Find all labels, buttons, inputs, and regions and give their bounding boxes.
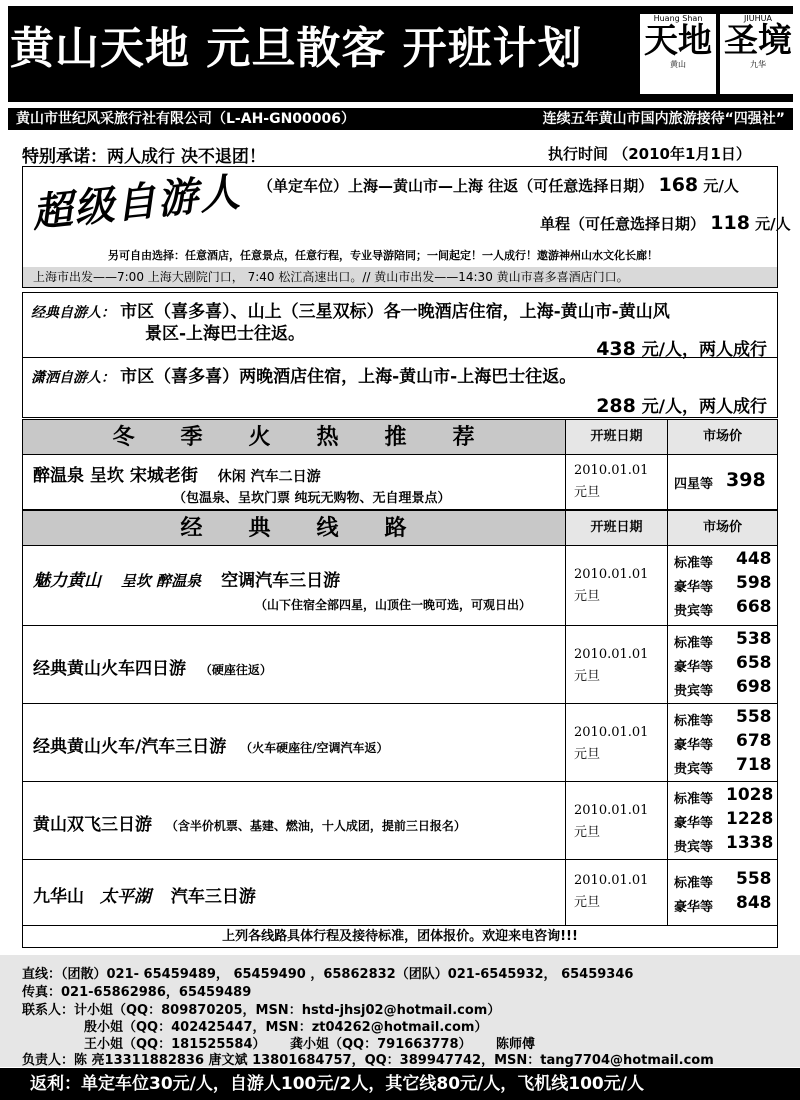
tier-price: 698 [736, 677, 772, 697]
date2: 元旦 [574, 589, 601, 604]
tier-price: 658 [736, 653, 772, 673]
tier-name: 贵宾等 [674, 840, 714, 855]
date: 2010.01.01 [574, 803, 649, 818]
tier-name: 贵宾等 [674, 604, 714, 619]
date-cell [565, 546, 667, 625]
contact-line-3b: 龚小姐（QQ：791663778） [290, 1037, 472, 1052]
tier [674, 833, 774, 855]
route-row [22, 860, 778, 926]
logo2-small2: 九华 [750, 60, 766, 69]
route-note: （硬座往返） [199, 663, 272, 677]
winter-tier-name: 四星等 [674, 477, 714, 492]
classic-free-line1 [31, 297, 670, 322]
tiandi-logo [640, 14, 716, 94]
classic-title: 经典线路 [180, 515, 453, 541]
route-title [33, 882, 256, 907]
tier [674, 755, 772, 777]
tier [674, 677, 772, 699]
leisure-free-name: 潇洒自游人： [31, 370, 115, 386]
agency-honor: 连续五年黄山市国内旅游接待“四强社” [542, 111, 785, 127]
tier-price: 1028 [726, 785, 774, 805]
contacts-block [0, 955, 800, 1067]
fax-line: 传真：021-65862986，65459489 [22, 985, 252, 1000]
logo2-big: 圣境 [724, 21, 792, 61]
contact-line-2: 殷小姐（QQ：402425447，MSN：zt04262@hotmail.com） [84, 1020, 488, 1035]
tier-price: 558 [736, 707, 772, 727]
price-cell [667, 546, 777, 625]
tier-name: 标准等 [674, 556, 714, 571]
tier-price: 598 [736, 573, 772, 593]
route-a: 九华山 [33, 887, 84, 907]
tier-name: 标准等 [674, 636, 714, 651]
tier [674, 731, 772, 753]
roundtrip-unit: 元/人 [703, 177, 739, 195]
oneway-label: 单程（可任意选择日期） [540, 215, 706, 233]
classic-free-name: 经典自游人： [31, 305, 115, 321]
route-a: 经典黄山火车四日游 [33, 659, 186, 679]
logo1-small1: Huang Shan [653, 14, 703, 23]
tier-name: 豪华等 [674, 738, 714, 753]
tier [674, 629, 772, 651]
roundtrip-label: （单定车位）上海—黄山市—上海 往返（可任意选择日期） [258, 177, 654, 195]
departure-info: 上海市出发——7:00 上海大剧院门口， 7:40 松江高速出口。// 黄山市出发——14:30 黄山市喜多喜酒店门口。 [23, 267, 777, 287]
classic-free-price: 438 [596, 338, 636, 360]
shengjing-logo [720, 14, 796, 94]
route-row [22, 626, 778, 704]
route-b: 太平湖 [99, 887, 151, 907]
tier-price: 1338 [726, 833, 774, 853]
free-choice-text: 另可自由选择：任意酒店，任意景点，任意行程，专业导游陪同；一间起定！一人成行！遨游神州山水文化长廊！ [108, 249, 658, 262]
tier-name: 豪华等 [674, 816, 714, 831]
tier-price: 848 [736, 893, 772, 913]
tier-price: 558 [736, 869, 772, 889]
date2: 元旦 [574, 747, 601, 762]
route-sub: （山下住宿全部四星，山顶住一晚可选，可观日出） [255, 598, 532, 612]
leisure-free-price: 288 [596, 395, 636, 417]
date-cell [565, 626, 667, 703]
contact-line-1: 联系人：计小姐（QQ：809870205，MSN：hstd-jhsj02@hotmail.com） [22, 1003, 501, 1018]
agency-name: 黄山市世纪风采旅行社有限公司（L-AH-GN00006） [16, 111, 356, 127]
tier [674, 549, 772, 571]
leisure-free-price-line [596, 392, 767, 417]
route-c: 汽车三日游 [170, 887, 256, 907]
classic-free-price-suffix: 元/人，两人成行 [641, 340, 767, 360]
leisure-free-line [31, 362, 576, 387]
winter-col-date: 开班日期 [565, 420, 667, 454]
route-row [22, 782, 778, 860]
special-promise: 特别承诺：两人成行 决不退团！ [22, 147, 266, 167]
tier-name: 标准等 [674, 792, 714, 807]
winter-route-sub: （包温泉、呈坎门票 纯玩无购物、无自理景点） [173, 491, 451, 506]
tier-name: 贵宾等 [674, 762, 714, 777]
direct-line: 直线：（团散）021- 65459489， 65459490 ，65862832（团队）021-6545932， 65459346 [22, 967, 634, 982]
winter-route-main: 醉温泉 呈坎 宋城老街 [33, 466, 198, 486]
route-b: 呈坎 醉温泉 [120, 572, 202, 590]
tier-name: 贵宾等 [674, 684, 714, 699]
tier [674, 707, 772, 729]
classic-free-desc2: 景区-上海巴士往返。 [145, 324, 306, 344]
classic-col-price: 市场价 [667, 511, 777, 545]
date: 2010.01.01 [574, 725, 649, 740]
tier [674, 573, 772, 595]
winter-row [22, 455, 778, 510]
route-row [22, 704, 778, 782]
roundtrip-price: 168 [658, 174, 699, 196]
winter-date2: 元旦 [574, 485, 601, 500]
date-cell [565, 782, 667, 859]
tier [674, 893, 772, 915]
tier-name: 标准等 [674, 714, 714, 729]
winter-date: 2010.01.01 [574, 463, 649, 478]
date: 2010.01.01 [574, 873, 649, 888]
price-cell [667, 626, 777, 703]
leisure-free-price-suffix: 元/人，两人成行 [641, 397, 767, 417]
route-row [22, 546, 778, 626]
leisure-free-box [22, 358, 778, 418]
date-cell [565, 860, 667, 925]
logo2-small1: JIUHUA [744, 14, 772, 23]
price-cell [667, 860, 777, 925]
date2: 元旦 [574, 669, 601, 684]
manager-line: 负责人：陈 亮13311882836 唐文斌 13801684757，QQ：389947742，MSN：tang7704@hotmail.com [22, 1053, 714, 1068]
tier [674, 597, 772, 619]
classic-free-desc1: 市区（喜多喜）、山上（三星双标）各一晚酒店住宿，上海-黄山市-黄山风 [120, 302, 670, 322]
route-title [33, 566, 340, 591]
date: 2010.01.01 [574, 647, 649, 662]
tier-price: 678 [736, 731, 772, 751]
roundtrip-line [258, 174, 739, 196]
rebate-bar: 返利：单定车位30元/人，自游人100元/2人，其它线80元/人，飞机线100元/人 [0, 1068, 800, 1100]
tier-name: 标准等 [674, 876, 714, 891]
winter-header [22, 419, 778, 455]
tier [674, 653, 772, 675]
oneway-unit: 元/人 [755, 215, 791, 233]
route-a: 经典黄山火车/汽车三日游 [33, 737, 227, 757]
tier-price: 538 [736, 629, 772, 649]
tier-price: 448 [736, 549, 772, 569]
route-note: （火车硬座往/空调汽车返） [240, 741, 389, 755]
date2: 元旦 [574, 825, 601, 840]
contact-line-3a: 王小姐（QQ：181525584） [84, 1037, 266, 1052]
contact-line-3c: 陈师傅 [496, 1037, 536, 1052]
winter-route-tail: 休闲 汽车二日游 [217, 469, 321, 485]
logo1-big: 天地 [644, 21, 712, 61]
winter-tier-price: 398 [726, 469, 766, 491]
route-a: 黄山双飞三日游 [33, 815, 152, 835]
classic-free-box [22, 292, 778, 358]
tier-price: 718 [736, 755, 772, 775]
date2: 元旦 [574, 895, 601, 910]
oneway-line [540, 212, 791, 234]
page-title: 黄山天地 元旦散客 开班计划 [10, 23, 583, 74]
agency-bar [8, 108, 793, 130]
winter-date-cell [565, 455, 667, 509]
winter-title: 冬季火热推荐 [112, 424, 521, 450]
tier [674, 809, 774, 831]
route-title [33, 810, 466, 835]
leisure-free-desc: 市区（喜多喜）两晚酒店住宿，上海-黄山市-上海巴士往返。 [120, 367, 577, 387]
winter-col-price: 市场价 [667, 420, 777, 454]
winter-tier [674, 469, 766, 492]
winter-price-cell [667, 455, 777, 509]
execution-time: 执行时间 （2010年1月1日） [548, 145, 751, 163]
classic-free-price-line [596, 335, 767, 360]
classic-header [22, 510, 778, 546]
oneway-price: 118 [710, 212, 750, 234]
super-free-title: 超级自游人 [29, 168, 244, 237]
logo1-small2: 黄山 [670, 60, 686, 69]
tier-name: 豪华等 [674, 900, 714, 915]
tier-price: 668 [736, 597, 772, 617]
price-cell [667, 782, 777, 859]
tier-name: 豪华等 [674, 580, 714, 595]
route-note: （含半价机票、基建、燃油，十人成团，提前三日报名） [165, 819, 466, 833]
tier-price: 1228 [726, 809, 774, 829]
classic-col-date: 开班日期 [565, 511, 667, 545]
route-title [33, 654, 272, 679]
route-c: 空调汽车三日游 [221, 571, 341, 591]
date: 2010.01.01 [574, 567, 649, 582]
tier [674, 785, 774, 807]
tier-name: 豪华等 [674, 660, 714, 675]
winter-route [33, 461, 321, 486]
route-title [33, 732, 389, 757]
price-cell [667, 704, 777, 781]
footnote: 上列各线路具体行程及接待标准，团体报价。欢迎来电咨询!!! [22, 926, 778, 948]
tier [674, 869, 772, 891]
date-cell [565, 704, 667, 781]
route-a: 魅力黄山 [33, 571, 101, 591]
